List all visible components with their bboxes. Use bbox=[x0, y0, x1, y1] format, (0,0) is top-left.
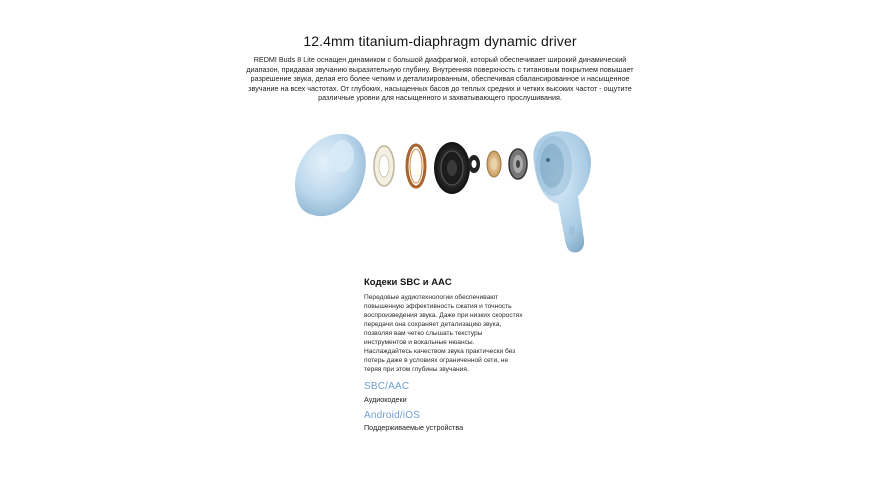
feature-intro-text: REDMI Buds 8 Lite оснащен динамиком с большой диафрагмой, который обеспечивает широкий динамический диапазон, придавая звучанию выразительную глубину. Внутренняя поверхность с титановым покрытием повышает разрешение звука, делая его более четким и детализированным, обеспечивая сбалансированное и насыщенное звучание на всех частотах. От глубоких, насыщенных басов до теплых средних и четких высоких частот - ощутите различные уровни для насыщенного и захватывающего прослушивания. bbox=[246, 55, 634, 103]
diaphragm-icon bbox=[434, 142, 470, 194]
feature-headline: 12.4mm titanium-diaphragm dynamic driver bbox=[303, 33, 577, 49]
pole-piece-icon bbox=[509, 149, 527, 179]
codec-section-description: Передовые аудиотехнологии обеспечивают повышенную эффективность сжатия и точность воспроизведения звука. Даже при низких скоростях передачи она сохраняет детализацию звука, позволяя вам четко слышать текстуры инструментов и вокальные нюансы. Наслаждайтесь качеством звука практически без потерь даже в условиях ограниченной сети, не теряя при этом глубины звучания. bbox=[364, 294, 523, 373]
spec-audio-codecs-label: Аудиокодеки bbox=[364, 395, 407, 404]
washer-icon bbox=[468, 155, 480, 173]
magnet-icon bbox=[487, 151, 501, 177]
mesh-ring-icon bbox=[374, 146, 394, 186]
driver-ring-icon bbox=[407, 145, 425, 187]
earbud-housing-icon bbox=[533, 131, 591, 252]
spec-audio-codecs-value: SBC/AAC bbox=[364, 381, 410, 392]
exploded-driver-illustration bbox=[286, 122, 606, 262]
ear-tip-icon bbox=[295, 134, 366, 216]
codec-section-title: Кодеки SBC и AAC bbox=[364, 277, 452, 288]
spec-supported-devices-label: Поддерживаемые устройства bbox=[364, 423, 464, 432]
spec-supported-devices-value: Android/iOS bbox=[364, 410, 421, 421]
